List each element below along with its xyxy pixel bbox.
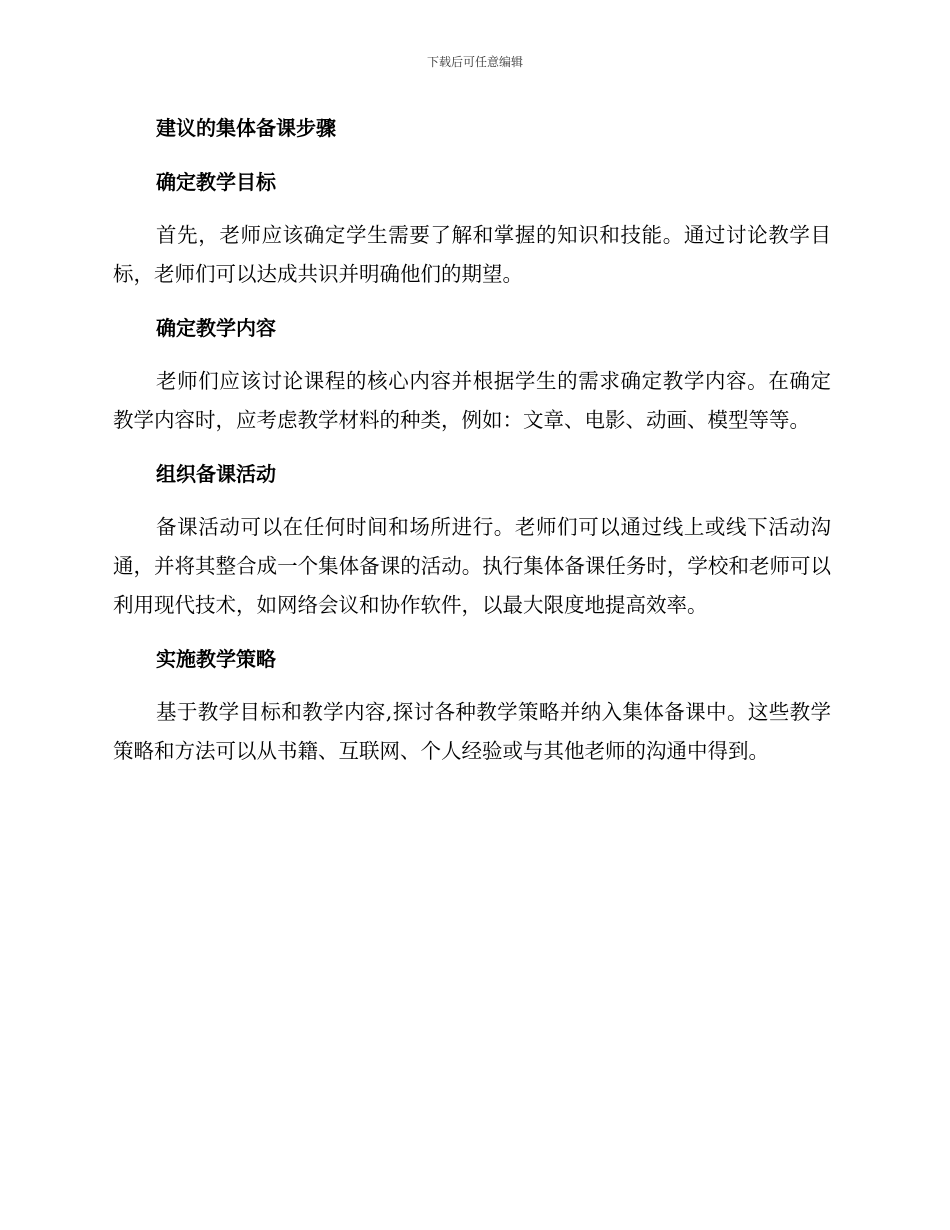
section-paragraph: 老师们应该讨论课程的核心内容并根据学生的需求确定教学内容。在确定教学内容时，应考虑教学材料的种类，例如：文章、电影、动画、模型等等。	[113, 369, 831, 432]
main-heading: 建议的集体备课步骤	[156, 116, 336, 140]
document-body	[113, 108, 831, 785]
section-teaching-content	[113, 308, 831, 440]
section-paragraph: 基于教学目标和教学内容,探讨各种教学策略并纳入集体备课中。这些教学策略和方法可以从书籍、互联网、个人经验或与其他老师的沟通中得到。	[113, 700, 831, 763]
section-paragraph: 首先，老师应该确定学生需要了解和掌握的知识和技能。通过讨论教学目标，老师们可以达成共识并明确他们的期望。	[113, 223, 831, 286]
page-header: 下载后可任意编辑	[426, 55, 523, 69]
section-heading: 确定教学内容	[156, 316, 276, 340]
section-teaching-goals	[113, 162, 831, 294]
section-paragraph: 备课活动可以在任何时间和场所进行。老师们可以通过线上或线下活动沟通，并将其整合成一个集体备课的活动。执行集体备课任务时，学校和老师可以利用现代技术，如网络会议和协作软件，以最大限度地提高效率。	[113, 515, 831, 617]
section-heading: 实施教学策略	[156, 647, 276, 671]
section-organize-activities	[113, 454, 831, 625]
section-heading: 确定教学目标	[156, 170, 276, 194]
section-teaching-strategies	[113, 639, 831, 771]
section-heading: 组织备课活动	[156, 462, 276, 486]
